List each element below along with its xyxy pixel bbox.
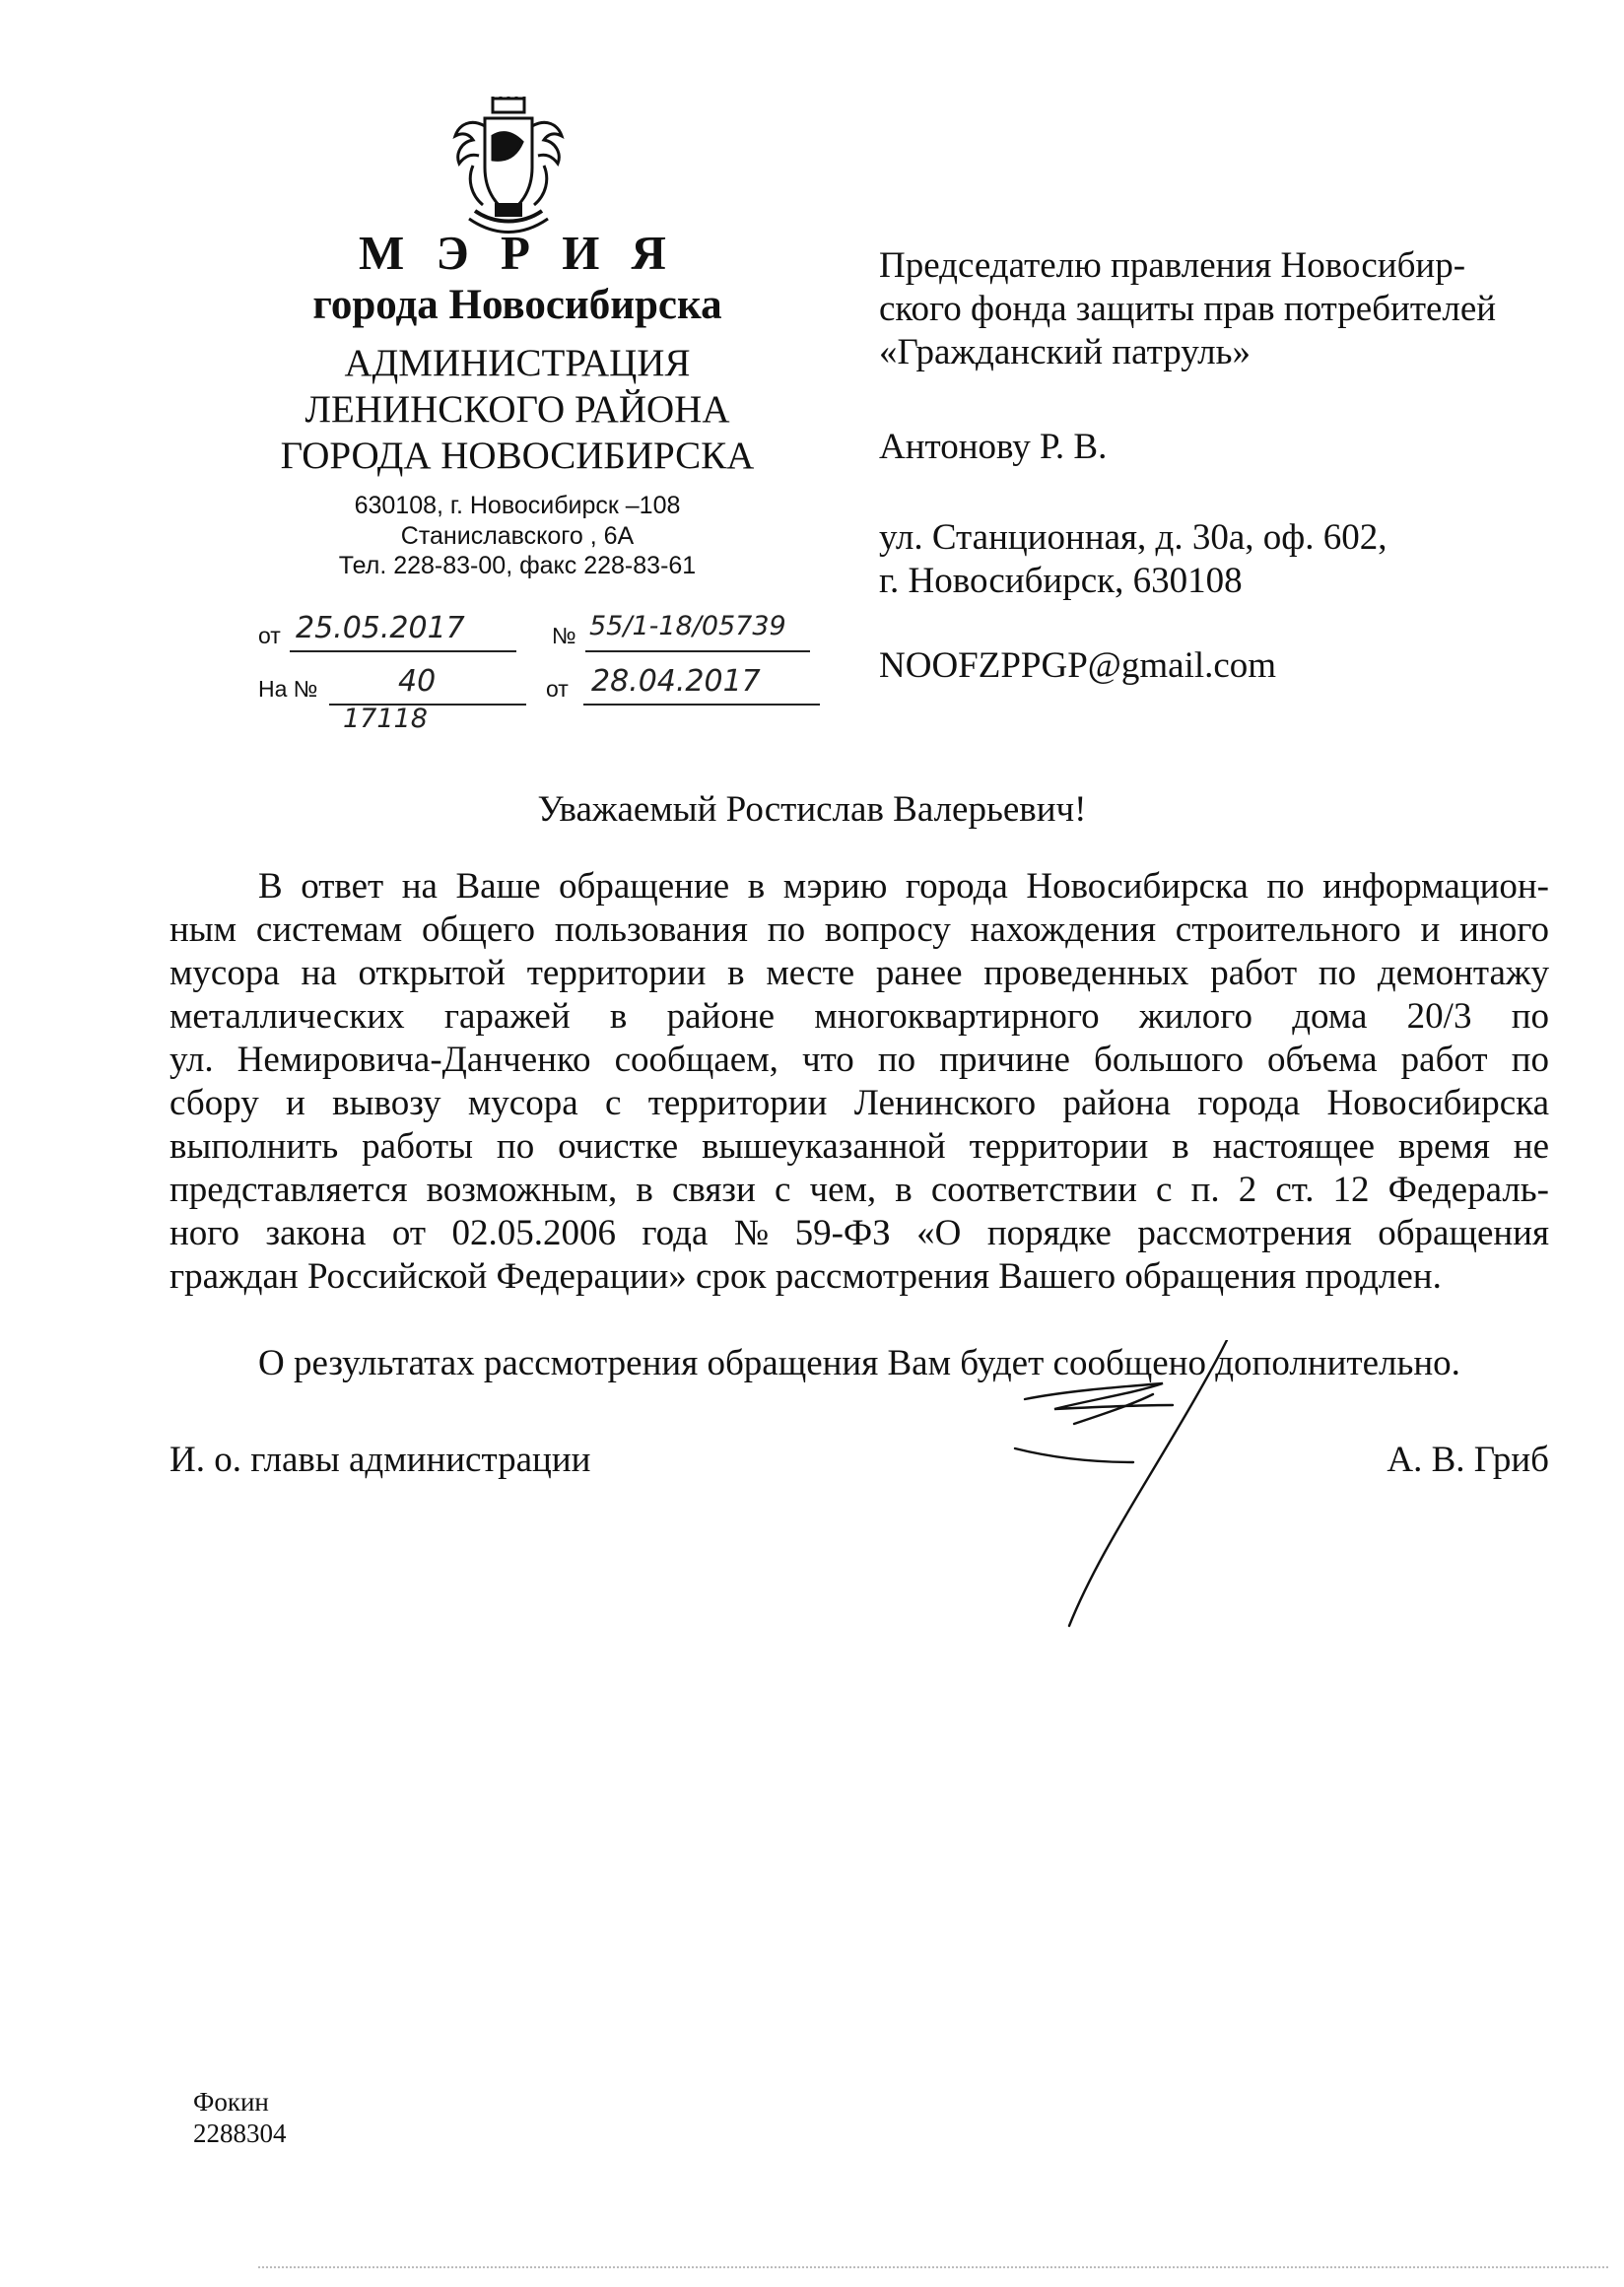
address-line: Тел. 228-83-00, факс 228-83-61	[338, 552, 697, 579]
addressee-line: «Гражданский патруль»	[879, 332, 1251, 372]
addressee-line: Председателю правления Новосибир-	[879, 245, 1466, 286]
handwritten-signature-icon	[1005, 1340, 1281, 1636]
addressee-city: г. Новосибирск, 630108	[879, 561, 1243, 601]
page-bottom-rule	[258, 2266, 1608, 2268]
outgoing-reference	[258, 613, 810, 656]
signatory-role: И. о. главы администрации	[169, 1440, 591, 1480]
admin-line: ГОРОДА НОВОСИБИРСКА	[280, 435, 755, 477]
executor-phone: 2288304	[193, 2119, 287, 2148]
handwritten-reply-date: 28.04.2017	[591, 664, 761, 699]
reply-date-field	[583, 666, 820, 706]
executor-name: Фокин	[193, 2087, 269, 2117]
body-line: выполнить работы по очистке вышеуказанной территории в настоящее время не	[169, 1126, 1549, 1167]
reply-from-label: от	[546, 676, 569, 702]
addressee-name: Антонову Р. В.	[879, 427, 1108, 467]
greeting: Уважаемый Ростислав Валерьевич!	[537, 789, 1087, 830]
mayor-title: М Э Р И Я	[359, 226, 676, 280]
handwritten-reply-number: 40	[398, 664, 437, 699]
date-field	[290, 613, 516, 652]
signatory-name: А. В. Гриб	[1387, 1440, 1549, 1480]
addressee-street: ул. Станционная, д. 30а, оф. 602,	[879, 517, 1387, 558]
body-line: ул. Немировича-Данченко сообщаем, что по причине большого объема работ по	[169, 1040, 1549, 1080]
addressee-line: ского фонда защиты прав потребителей	[879, 289, 1497, 329]
body-line: металлических гаражей в районе многоквартирного жилого дома 20/3 по	[169, 996, 1549, 1037]
address-line: 630108, г. Новосибирск –108	[354, 492, 681, 519]
mayor-city: города Новосибирска	[312, 282, 722, 328]
body-paragraph-2: О результатах рассмотрения обращения Вам будет сообщено дополнительно.	[258, 1343, 1460, 1383]
body-line: В ответ на Ваше обращение в мэрию города Новосибирска по информацион-	[258, 866, 1549, 907]
novosibirsk-coat-of-arms-icon	[445, 97, 572, 236]
body-line: ного закона от 02.05.2006 года № 59-ФЗ «О порядке рассмотрения обращения	[169, 1213, 1549, 1253]
handwritten-date: 25.05.2017	[296, 611, 465, 645]
addressee-email: NOOFZPPGP@gmail.com	[879, 645, 1277, 686]
in-reply-label: На №	[258, 676, 318, 702]
body-line: сбору и вывозу мусора с территории Ленинского района города Новосибирска	[169, 1083, 1549, 1123]
body-line: мусора на открытой территории в месте ранее проведенных работ по демонтажу	[169, 953, 1549, 993]
from-label: от	[258, 623, 281, 648]
admin-line: АДМИНИСТРАЦИЯ	[344, 342, 691, 384]
number-field	[585, 613, 810, 652]
body-line: представляется возможным, в связи с чем, в соответствии с п. 2 ст. 12 Федераль-	[169, 1170, 1549, 1210]
reply-number-field	[329, 666, 526, 706]
number-label: №	[552, 623, 576, 648]
incoming-reference	[258, 666, 830, 755]
handwritten-number: 55/1-18/05739	[589, 611, 786, 641]
admin-line: ЛЕНИНСКОГО РАЙОНА	[304, 388, 730, 431]
address-line: Станиславского , 6А	[400, 522, 635, 550]
body-line: граждан Российской Федерации» срок рассмотрения Вашего обращения продлен.	[169, 1256, 1442, 1297]
body-line: ным системам общего пользования по вопросу нахождения строительного и иного	[169, 909, 1549, 950]
handwritten-extra-number: 17118	[343, 704, 428, 734]
